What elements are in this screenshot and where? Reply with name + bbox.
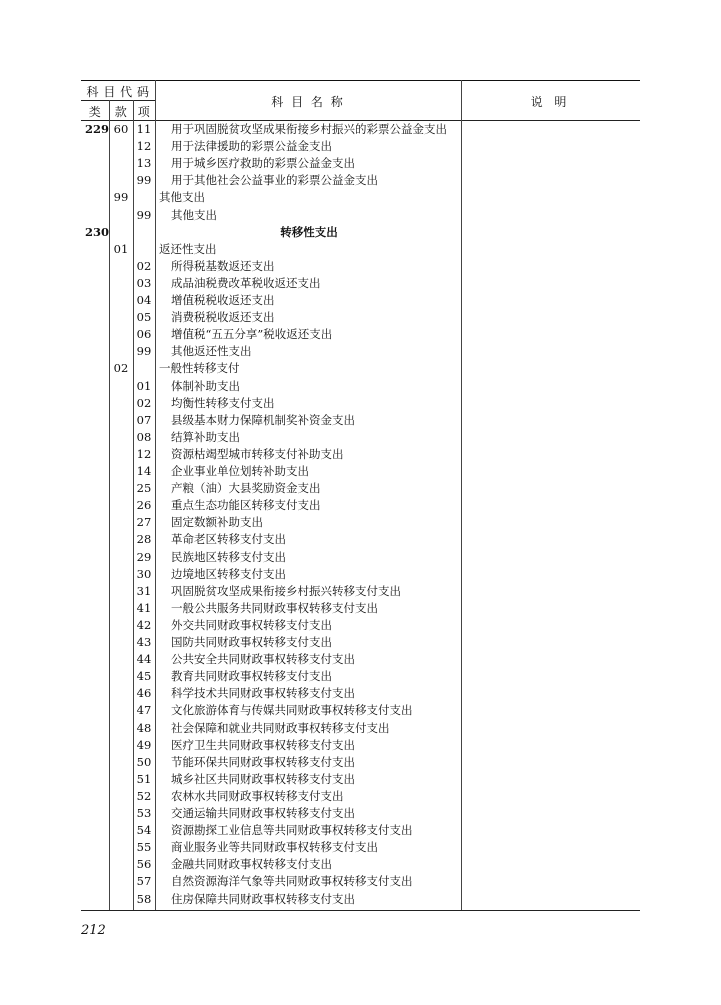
subject-name: 城乡社区共同财政事权转移支付支出 — [171, 771, 355, 786]
item-code: 12 — [136, 446, 152, 461]
subject-name: 金融共同财政事权转移支付支出 — [171, 857, 332, 872]
item-code: 27 — [136, 515, 152, 530]
section-code: 02 — [113, 361, 129, 376]
item-code: 99 — [136, 207, 152, 222]
item-code: 52 — [136, 788, 152, 803]
subject-name: 所得税基数返还支出 — [171, 258, 275, 273]
subject-name: 革命老区转移支付支出 — [171, 532, 286, 547]
table-row — [81, 566, 640, 583]
item-code: 56 — [136, 857, 152, 872]
header-subject-name: 科 目 名 称 — [271, 95, 345, 109]
table-row — [81, 189, 640, 206]
table-row — [81, 446, 640, 463]
item-code: 07 — [136, 412, 152, 427]
subject-name: 转移性支出 — [280, 224, 338, 239]
item-code: 02 — [136, 395, 152, 410]
section-code: 60 — [113, 122, 129, 136]
item-code: 02 — [136, 258, 152, 273]
subject-name: 国防共同财政事权转移支付支出 — [171, 635, 332, 649]
subject-name: 科学技术共同财政事权转移支付支出 — [171, 686, 355, 701]
subject-name: 农林水共同财政事权转移支付支出 — [171, 788, 344, 803]
class-code: 229 — [85, 122, 110, 136]
table-row — [81, 822, 640, 839]
table-row — [81, 856, 640, 873]
header-kuan: 款 — [114, 105, 128, 119]
class-code: 230 — [85, 224, 110, 239]
subject-name: 节能环保共同财政事权转移支付支出 — [171, 754, 355, 769]
subject-name: 用于其他社会公益事业的彩票公益金支出 — [171, 173, 378, 188]
subject-name: 消费税税收返还支出 — [171, 310, 275, 325]
table-row — [81, 771, 640, 788]
item-code: 46 — [136, 686, 152, 701]
item-code: 25 — [136, 481, 152, 496]
item-code: 41 — [136, 600, 152, 615]
subject-name: 一般性转移支付 — [159, 361, 240, 376]
subject-name: 体制补助支出 — [171, 378, 240, 393]
item-code: 48 — [136, 720, 152, 735]
table-row — [81, 754, 640, 771]
subject-name: 资源枯竭型城市转移支付补助支出 — [171, 446, 344, 461]
table-row — [81, 617, 640, 634]
item-code: 26 — [136, 498, 152, 513]
subject-name: 其他返还性支出 — [171, 344, 252, 359]
item-code: 11 — [136, 122, 152, 136]
header-note: 说 明 — [530, 95, 571, 109]
header-mid-rule — [81, 100, 155, 101]
subject-name: 均衡性转移支付支出 — [171, 395, 275, 410]
item-code: 44 — [136, 652, 152, 667]
table-row — [81, 258, 640, 275]
table-row — [81, 224, 640, 241]
item-code: 49 — [136, 737, 152, 752]
table-row — [81, 583, 640, 600]
table-row — [81, 634, 640, 651]
item-code: 31 — [136, 583, 152, 598]
table-row — [81, 172, 640, 189]
item-code: 99 — [136, 173, 152, 188]
table-row — [81, 207, 640, 224]
table-row — [81, 463, 640, 480]
table-row — [81, 395, 640, 412]
table-row — [81, 873, 640, 890]
subject-name: 商业服务业等共同财政事权转移支付支出 — [171, 840, 378, 855]
table-row — [81, 241, 640, 258]
subject-name: 用于巩固脱贫攻坚成果衔接乡村振兴的彩票公益金支出 — [171, 122, 447, 136]
subject-name: 教育共同财政事权转移支付支出 — [171, 669, 332, 684]
page-number: 212 — [81, 923, 106, 938]
header-xiang: 项 — [137, 105, 151, 119]
subject-name: 公共安全共同财政事权转移支付支出 — [171, 652, 355, 667]
item-code: 43 — [136, 635, 152, 649]
table-row — [81, 360, 640, 377]
subject-name: 增值税“五五分享”税收返还支出 — [171, 327, 333, 342]
table-row — [81, 514, 640, 531]
table-row — [81, 891, 640, 908]
table-row — [81, 805, 640, 822]
item-code: 57 — [136, 874, 152, 889]
subject-name: 交通运输共同财政事权转移支付支出 — [171, 806, 355, 820]
item-code: 55 — [136, 840, 152, 855]
table-bottom-rule — [81, 910, 640, 911]
section-code: 01 — [113, 241, 129, 256]
item-code: 54 — [136, 823, 152, 838]
item-code: 30 — [136, 566, 152, 581]
table-row — [81, 292, 640, 309]
table-row — [81, 138, 640, 155]
subject-name: 重点生态功能区转移支付支出 — [171, 498, 321, 513]
subject-name: 社会保障和就业共同财政事权转移支付支出 — [171, 720, 390, 735]
table-row — [81, 531, 640, 548]
table-row — [81, 788, 640, 805]
subject-name: 其他支出 — [171, 207, 217, 222]
item-code: 29 — [136, 549, 152, 564]
subject-name: 住房保障共同财政事权转移支付支出 — [171, 891, 355, 906]
subject-name: 产粮（油）大县奖励资金支出 — [171, 481, 321, 496]
item-code: 47 — [136, 703, 152, 718]
subject-name: 巩固脱贫攻坚成果衔接乡村振兴转移支付支出 — [171, 583, 401, 598]
table-row — [81, 343, 640, 360]
table-row — [81, 702, 640, 719]
item-code: 05 — [136, 310, 152, 325]
item-code: 50 — [136, 754, 152, 769]
table-row — [81, 497, 640, 514]
table-row — [81, 429, 640, 446]
subject-name: 企业事业单位划转补助支出 — [171, 464, 309, 478]
item-code: 99 — [136, 344, 152, 359]
subject-name: 自然资源海洋气象等共同财政事权转移支付支出 — [171, 874, 413, 889]
subject-name: 用于城乡医疗救助的彩票公益金支出 — [171, 156, 355, 171]
item-code: 03 — [136, 275, 152, 290]
subject-name: 边境地区转移支付支出 — [171, 566, 286, 581]
table-row — [81, 309, 640, 326]
subject-name: 用于法律援助的彩票公益金支出 — [171, 139, 332, 154]
table-row — [81, 121, 640, 138]
subject-name: 县级基本财力保障机制奖补资金支出 — [171, 412, 355, 427]
subject-name: 资源勘探工业信息等共同财政事权转移支付支出 — [171, 823, 413, 838]
item-code: 01 — [136, 378, 152, 393]
item-code: 06 — [136, 327, 152, 342]
item-code: 45 — [136, 669, 152, 684]
item-code: 04 — [136, 293, 152, 307]
item-code: 28 — [136, 532, 152, 547]
table-row — [81, 651, 640, 668]
subject-name: 一般公共服务共同财政事权转移支付支出 — [171, 600, 378, 615]
subject-name: 民族地区转移支付支出 — [171, 549, 286, 564]
table-row — [81, 720, 640, 737]
item-code: 13 — [136, 156, 152, 171]
table-row — [81, 685, 640, 702]
table-row — [81, 480, 640, 497]
item-code: 08 — [136, 429, 152, 444]
subject-name: 返还性支出 — [159, 241, 217, 256]
item-code: 14 — [136, 464, 152, 478]
item-code: 58 — [136, 891, 152, 906]
budget-subject-table — [81, 80, 640, 911]
item-code: 51 — [136, 771, 152, 786]
table-row — [81, 326, 640, 343]
subject-name: 增值税税收返还支出 — [171, 293, 275, 307]
item-code: 42 — [136, 617, 152, 632]
subject-name: 结算补助支出 — [171, 429, 240, 444]
table-row — [81, 549, 640, 566]
table-top-rule — [81, 80, 640, 81]
section-code: 99 — [113, 190, 129, 205]
subject-name: 文化旅游体育与传媒共同财政事权转移支付支出 — [171, 703, 413, 718]
item-code: 53 — [136, 806, 152, 820]
subject-name: 成品油税费改革税收返还支出 — [171, 275, 321, 290]
table-row — [81, 412, 640, 429]
table-row — [81, 839, 640, 856]
subject-name: 其他支出 — [159, 190, 205, 205]
table-row — [81, 737, 640, 754]
item-code: 12 — [136, 139, 152, 154]
subject-name: 医疗卫生共同财政事权转移支付支出 — [171, 737, 355, 752]
table-row — [81, 155, 640, 172]
table-row — [81, 275, 640, 292]
table-row — [81, 668, 640, 685]
subject-name: 固定数额补助支出 — [171, 515, 263, 530]
subject-name: 外交共同财政事权转移支付支出 — [171, 617, 332, 632]
header-code-group: 科 目 代 码 — [86, 85, 150, 99]
header-lei: 类 — [88, 105, 102, 119]
table-row — [81, 378, 640, 395]
table-row — [81, 600, 640, 617]
